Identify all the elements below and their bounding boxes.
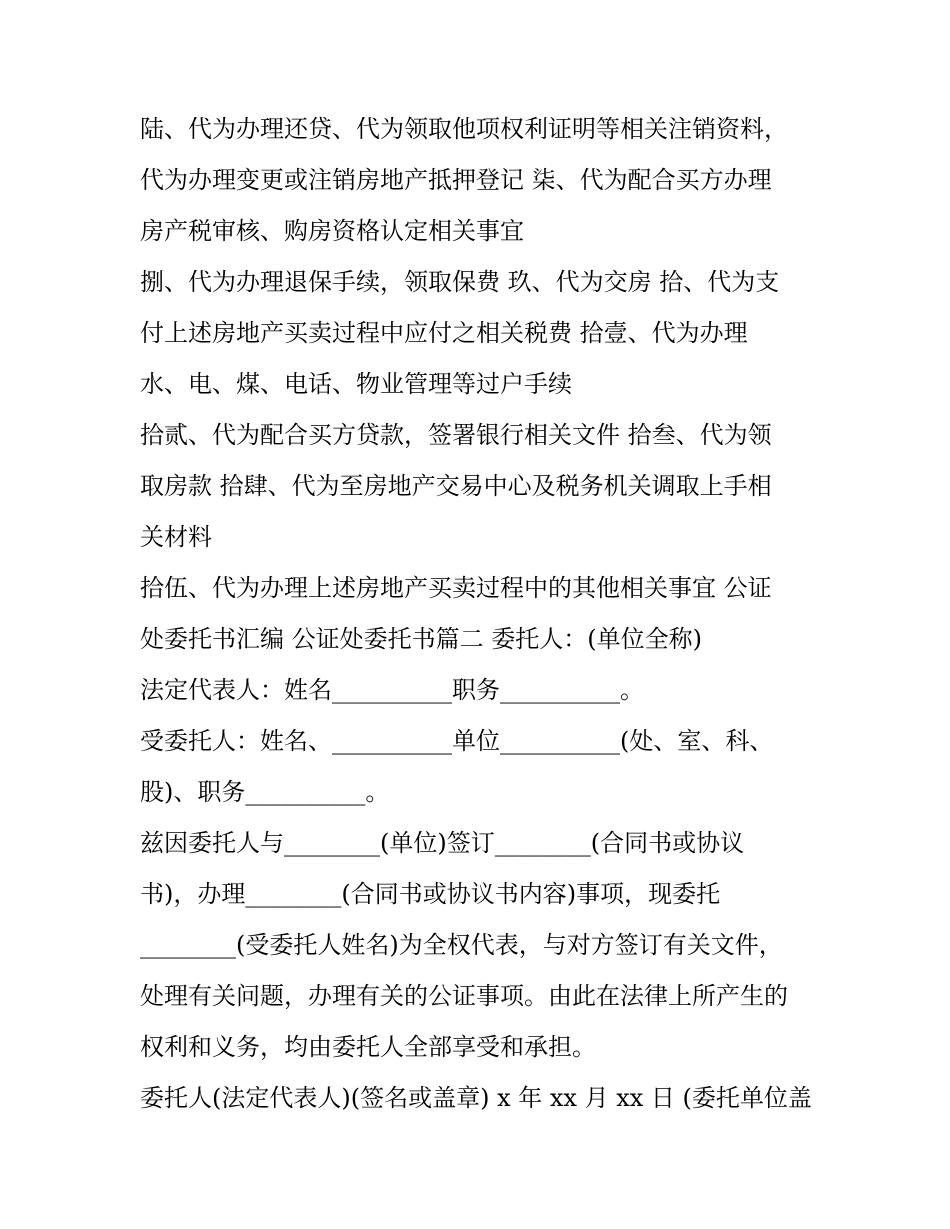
body-line: 付上述房地产买卖过程中应付之相关税费 拾壹、代为办理	[140, 319, 748, 347]
body-line: 法定代表人：姓名__________职务__________。	[140, 676, 644, 704]
body-line: 房产税审核、购房资格认定相关事宜	[140, 217, 524, 245]
body-line: 拾贰、代为配合买方贷款，签署银行相关文件 拾叁、代为领	[140, 421, 772, 449]
body-line: 水、电、煤、电话、物业管理等过户手续	[140, 370, 572, 398]
body-line: 权利和义务，均由委托人全部享受和承担。	[140, 1033, 596, 1061]
body-line: 受委托人：姓名、__________单位__________(处、室、科、	[140, 727, 774, 755]
body-line: 代为办理变更或注销房地产抵押登记 柒、代为配合买方办理	[140, 166, 772, 194]
document-body	[140, 104, 820, 1124]
body-line: 取房款 拾肆、代为至房地产交易中心及税务机关调取上手相	[140, 472, 772, 500]
body-line: 捌、代为办理退保手续，领取保费 玖、代为交房 拾、代为支	[140, 268, 780, 296]
body-line: 委托人(法定代表人)(签名或盖章) x 年 xx 月 xx 日 (委托单位盖	[140, 1084, 812, 1112]
body-line: 关材料	[140, 523, 212, 551]
body-line: 拾伍、代为办理上述房地产买卖过程中的其他相关事宜 公证	[140, 574, 772, 602]
body-line: 处委托书汇编 公证处委托书篇二 委托人：(单位全称)	[140, 625, 702, 653]
body-line: 书)，办理________(合同书或协议书内容)事项，现委托	[140, 880, 721, 908]
body-line: 处理有关问题，办理有关的公证事项。由此在法律上所产生的	[140, 982, 788, 1010]
body-line: 陆、代为办理还贷、代为领取他项权利证明等相关注销资料，	[140, 115, 788, 143]
body-line: 兹因委托人与________(单位)签订________(合同书或协议	[140, 829, 745, 857]
body-line: ________(受委托人姓名)为全权代表，与对方签订有关文件，	[140, 931, 783, 959]
body-line: 股)、职务__________。	[140, 778, 390, 806]
